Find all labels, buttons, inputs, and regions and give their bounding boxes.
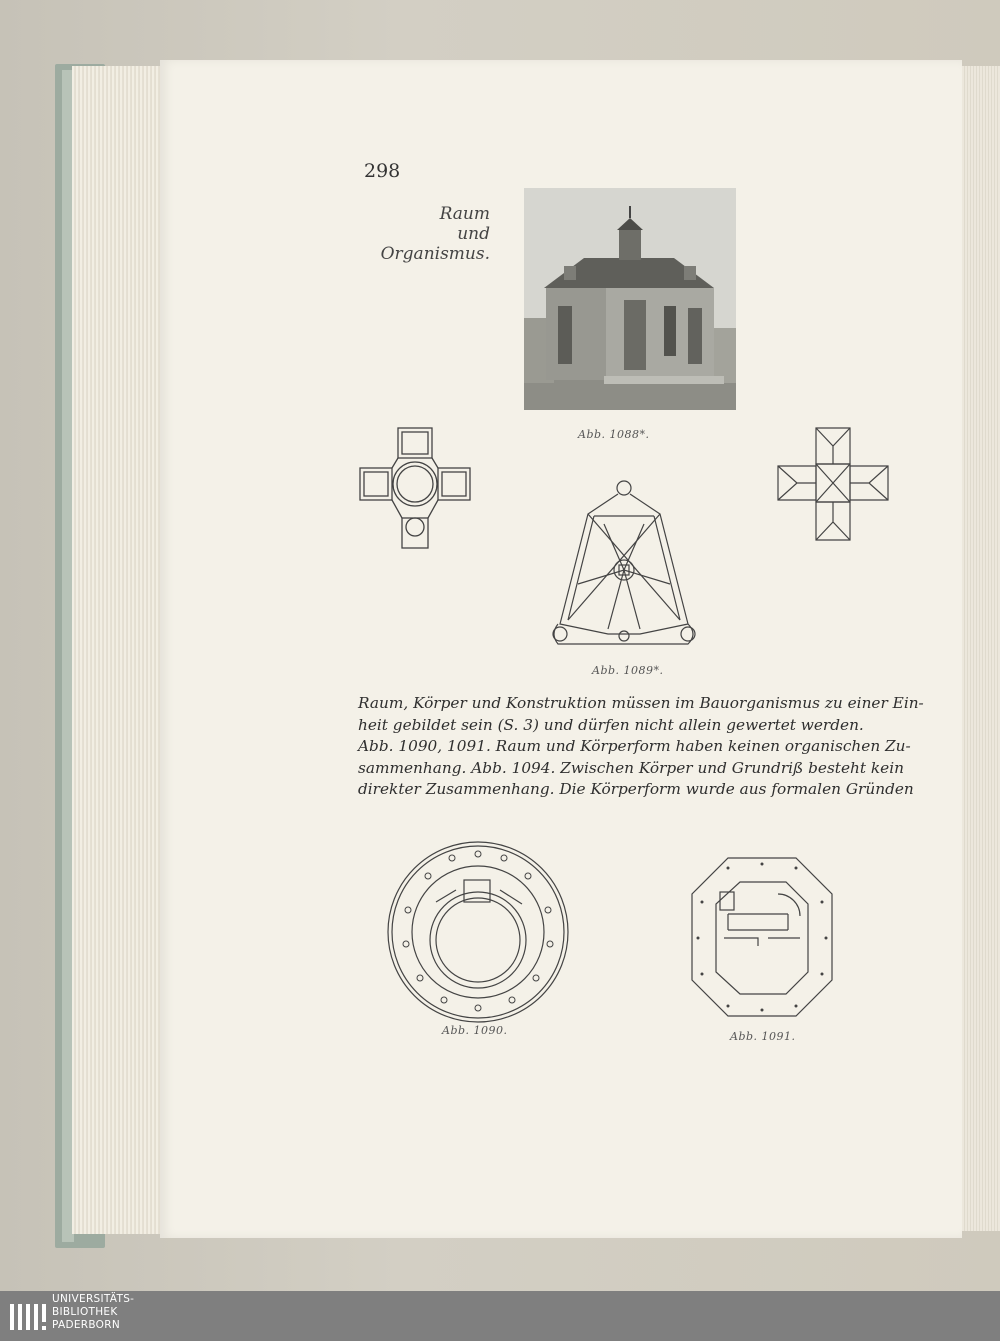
margin-note-line: und	[457, 224, 490, 244]
body-paragraph	[358, 693, 924, 801]
body-line: sammenhang. Abb. 1094. Zwischen Körper und Grundriß besteht kein	[358, 758, 904, 777]
page-stack-right	[962, 66, 1000, 1231]
pavilion-photo	[524, 188, 736, 410]
library-footer-bar	[0, 1291, 1000, 1341]
body-line: direkter Zusammenhang. Die Körperform wurde aus formalen Gründen	[358, 780, 914, 798]
library-name-line: PADERBORN	[52, 1319, 120, 1331]
caption-fig-1088: Abb. 1088*.	[578, 428, 650, 441]
library-logo-icon	[10, 1298, 46, 1336]
margin-note-line: Organismus.	[380, 244, 490, 264]
page-number: 298	[364, 160, 401, 182]
margin-note-line: Raum	[439, 204, 490, 224]
library-name-line: UNIVERSITÄTS-	[52, 1293, 135, 1305]
cross-roof-plan-drawing	[776, 426, 896, 544]
pavilion-photo-image	[524, 188, 736, 410]
circular-plan-drawing	[386, 840, 570, 1024]
body-line: heit gebildet sein (S. 3) und dürfen nicht allein gewertet werden.	[358, 715, 864, 734]
body-line: Abb. 1090, 1091. Raum und Körperform haben keinen organischen Zu-	[358, 737, 911, 755]
octagonal-plan-drawing	[688, 854, 836, 1020]
margin-note	[380, 204, 490, 264]
caption-fig-1089: Abb. 1089*.	[592, 664, 664, 677]
trapezoid-frame-plan-drawing	[548, 474, 698, 656]
library-name-line: BIBLIOTHEK	[52, 1306, 118, 1318]
page-stack-left	[72, 66, 164, 1234]
caption-fig-1090: Abb. 1090.	[442, 1024, 508, 1037]
caption-fig-1091: Abb. 1091.	[730, 1030, 796, 1043]
body-line: Raum, Körper und Konstruktion müssen im Bauorganismus zu einer Ein-	[358, 694, 924, 712]
cross-floor-plan-drawing	[356, 426, 474, 552]
